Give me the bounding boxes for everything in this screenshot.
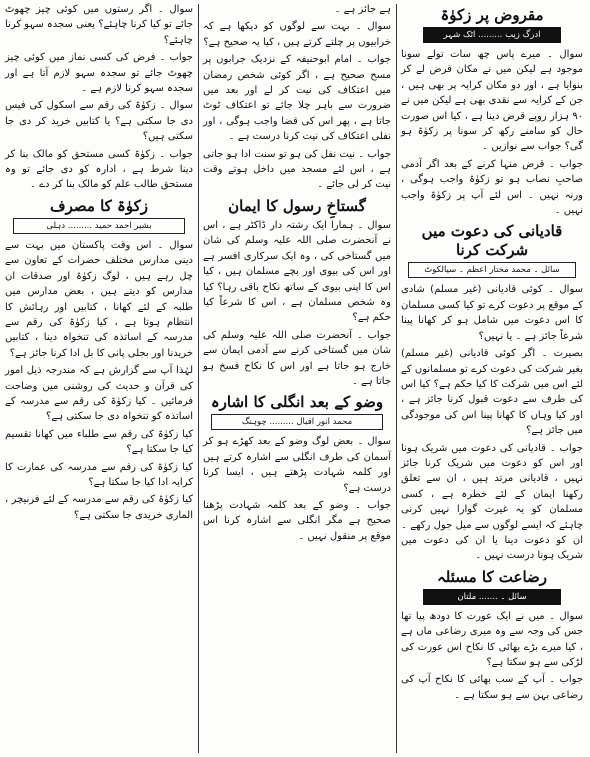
question-madrasa: سوال ۔ اس وقت پاکستان میں بہت سے دینی مدارس مختلف حضرات کے تعاون سے چل رہے ہیں ، لوگ زکوٰۃ اور صدقات ان مدارس کو دیتے ہیں ، بعض مدارس میں طلبہ کے لئے کھانا ، کتابیں اور رہائش کا انتظام ہوتا ہے ، کیا زکوٰۃ کی رقم سے مدرسہ کے اساتذہ کی تنخواہ دینا ، کتابیں خریدنا اور بجلی پانی کا بل ادا کرنا جائز ہے؟ — [5, 239, 193, 359]
answer-socks-itikaf: جواب ۔ امام ابوحنیفہ کے نزدیک جرابوں پر مسح صحیح ہے ، اگر کوئی شخص رمضان میں اعتکاف کی نیت کر لے اور بعد میں ضرورت سے باہر چلا جائے تو اعتکاف ٹوٹ جاتا ہے ، پھر اس کی قضا واجب ہوگی ، اور نفلی اعتکاف کی نیت کرنا درست ہے ۔ — [203, 54, 391, 143]
question-furniture: کیا زکوٰۃ کی رقم سے مدرسہ کے لئے فرنیچر ، الماری خریدی جا سکتی ہے؟ — [5, 494, 193, 521]
column-left — [2, 2, 196, 755]
heading-zakat-usage: زکوٰۃ کا مصرف — [50, 196, 148, 215]
answer-fosterage: جواب ۔ آپ کے سب بھائی کا نکاح آپ کی رضاعی بہن سے ہو سکتا ہے ۔ — [401, 674, 583, 701]
question-rent: کیا زکوٰۃ کی رقم سے مدرسہ کی عمارت کا کرایہ ادا کیا جا سکتا ہے؟ — [5, 461, 193, 488]
heading-debtor-zakat: مقروض پر زکوٰۃ — [440, 6, 544, 24]
answer-qadiani-invitation: جواب ۔ قادیانی کی دعوت میں شریک ہونا اور اس کو دعوت میں شریک کرنا جائز نہیں ، قادیانی مرتد ہیں ، ان سے تعلق رکھنا ایمان کے لئے خطرہ ہے ، کسی مسلمان کو یہ غیرت گوارا نہیں کرنی چاہئے کہ ایسے لوگوں سے میل جول رکھے ۔ ان کو دعوت دینا یا ان کی دعوت میں شریک ہونا درست نہیں ۔ — [401, 442, 583, 562]
byline-zakat-usage: بشیر احمد حمید ......... دہلی — [13, 218, 186, 234]
question-missed-act: سوال ۔ اگر رستوں میں کوئی چیز چھوٹ جائے تو کیا کرنا چاہئے؟ یعنی سجدہ سہو کرنا چاہئے؟ — [5, 4, 193, 46]
question-finger-gesture: سوال ۔ بعض لوگ وضو کے بعد کھڑے ہو کر آسمان کی طرف انگلی سے اشارہ کرتے ہیں اور کلمہ شہادت پڑھتے ہیں ، ایسا کرنا درست ہے؟ — [203, 436, 391, 494]
heading-qadiani-invitation: قادیانی کی دعوت میں شرکت کرنا — [421, 222, 563, 260]
answer-finger-gesture: جواب ۔ وضو کے بعد کلمہ شہادت پڑھنا صحیح ہے مگر انگلی سے اشارہ کرنا اس موقع پر منقول نہیں ۔ — [203, 499, 391, 542]
question-blasphemer: سوال ۔ ہمارا ایک رشتہ دار ڈاکٹر ہے ، اس نے آنحضرت صلی اللہ علیہ وسلم کی شان میں گستاخی کی ، وہ ایک سرکاری افسر ہے اور اس کی بیوی اور بچے مسلمان ہیں ، کیا اس کا اپنی بیوی کے ساتھ نکاح باقی رہا؟ کیا وہ شخص مسلمان ہے ، اس کا شرعاً کیا حکم ہے؟ — [203, 219, 391, 324]
question-qadiani-invitation: سوال ۔ کوئی قادیانی (غیر مسلم) شادی کے موقع پر دعوت کرے تو کیا کسی مسلمان کا اس دعوت میں شامل ہو کر کھانا پینا شرعاً جائز ہے ۔ یا نہیں؟ — [401, 284, 583, 342]
answer-blasphemer: جواب ۔ آنحضرت صلی اللہ علیہ وسلم کی شان میں گستاخی کرنے سے آدمی ایمان سے خارج ہو جاتا ہے اور اس کا نکاح فسخ ہو جاتا ہے ۔ — [203, 329, 391, 387]
answer-missed-act: جواب ۔ فرض کی کسی نماز میں کوئی چیز چھوٹ جائے تو سجدہ سہو لازم آتا ہے اور سجدہ سہو کرنا لازم ہے ۔ — [5, 52, 193, 95]
followup-qadiani-invitation: بصیرت ۔ اگر کوئی قادیانی (غیر مسلم) بغیر شرکت کی دعوت کرے تو مسلمانوں کے لئے اس میں شرکت کا کیا حکم ہے؟ کیا اس کی طرف سے دعوت قبول کرنا جائز ہے ، اور کیا وہاں کا کھانا پینا اس کی موجودگی میں جائز ہے؟ — [401, 348, 583, 437]
question-food: کیا زکوٰۃ کی رقم سے طلباء میں کھانا تقسیم کیا جا سکتا ہے؟ — [5, 428, 193, 456]
question-socks: سوال ۔ بہت سے لوگوں کو دیکھا ہے کہ خرابیوں پر چلتے کرتے ہیں ، کیا یہ صحیح ہے؟ — [203, 21, 391, 48]
byline-debtor-zakat: ادرگ زیب ......... اٹک شہر — [423, 27, 561, 43]
heading-blasphemer-faith: گستاخِ رسول کا ایمان — [228, 196, 366, 215]
heading-fosterage: رضاعت کا مسئلہ — [436, 567, 548, 586]
question-school-fee: سوال ۔ زکوٰۃ کی رقم سے اسکول کی فیس دی جا سکتی ہے؟ یا کتابیں خرید کر دی جا سکتی ہیں؟ — [5, 100, 193, 143]
continued-text: ہے جائز ہے ۔ — [334, 4, 391, 15]
answer-intention: جواب ۔ نیت نفل کی ہو تو سنت ادا ہو جاتی ہے ، اس لئے مسجد میں داخل ہوتے وقت نیت کر لی جائے ۔ — [203, 148, 391, 191]
column-right — [398, 2, 586, 755]
column-divider-right — [396, 4, 397, 753]
question-fosterage: سوال ۔ میں نے ایک عورت کا دودھ پیا تھا جس کی وجہ سے وہ میری رضاعی ماں ہے ، کیا میرے بڑے بھائی کا نکاح اس عورت کی لڑکی سے ہو سکتا ہے؟ — [401, 610, 583, 668]
byline-fosterage: سائل ۔ ....... ملتان — [423, 589, 561, 605]
byline-finger-gesture: محمد انور اقبال ......... چوہنگ — [211, 414, 384, 430]
column-middle — [200, 2, 394, 755]
request-clarification: لہٰذا آپ سے گزارش ہے کہ مندرجہ ذیل امور کی قرآن و حدیث کی روشنی میں وضاحت فرمائیں ۔ کیا زکوٰۃ کی رقم سے مدرسہ کے اساتذہ کو تنخواہ دی جا سکتی ہے؟ — [5, 365, 193, 423]
answer-school-fee: جواب ۔ زکوٰۃ کسی مستحق کو مالک بنا کر دینا شرط ہے ، ادارہ کو دی جائے تو وہ مستحق طالب علم کو مالک بنا کر دے ۔ — [5, 148, 193, 191]
heading-finger-gesture: وضو کے بعد انگلی کا اشارہ — [210, 393, 384, 412]
column-divider-left — [198, 4, 199, 753]
question-debtor-zakat: سوال ۔ میرے پاس چھ سات تولے سونا موجود ہے لیکن میں نے مکان قرض لے کر بنوایا ہے ، اور دو مکان کرایہ پر بھی ہیں ، جن کے کرایہ سے نقدی بھی ہے لیکن میں نے ۹۰ ہزار روپے قرض دینا ہے ، کیا اس صورت حال کو سامنے رکھ کر سونا پر زکوٰۃ ہو گی؟ جواب سے نوازیں ۔ — [401, 49, 583, 153]
answer-debtor-zakat: جواب ۔ قرض منہا کرنے کے بعد اگر آدمی صاحبِ نصاب ہو تو زکوٰۃ واجب ہوگی ، ورنہ نہیں ۔ اس لئے آپ پر زکوٰۃ واجب نہیں ۔ — [401, 158, 583, 217]
byline-qadiani-invitation: سائل ۔ محمد مختار اعظم ۔ سیالکوٹ — [408, 262, 576, 278]
